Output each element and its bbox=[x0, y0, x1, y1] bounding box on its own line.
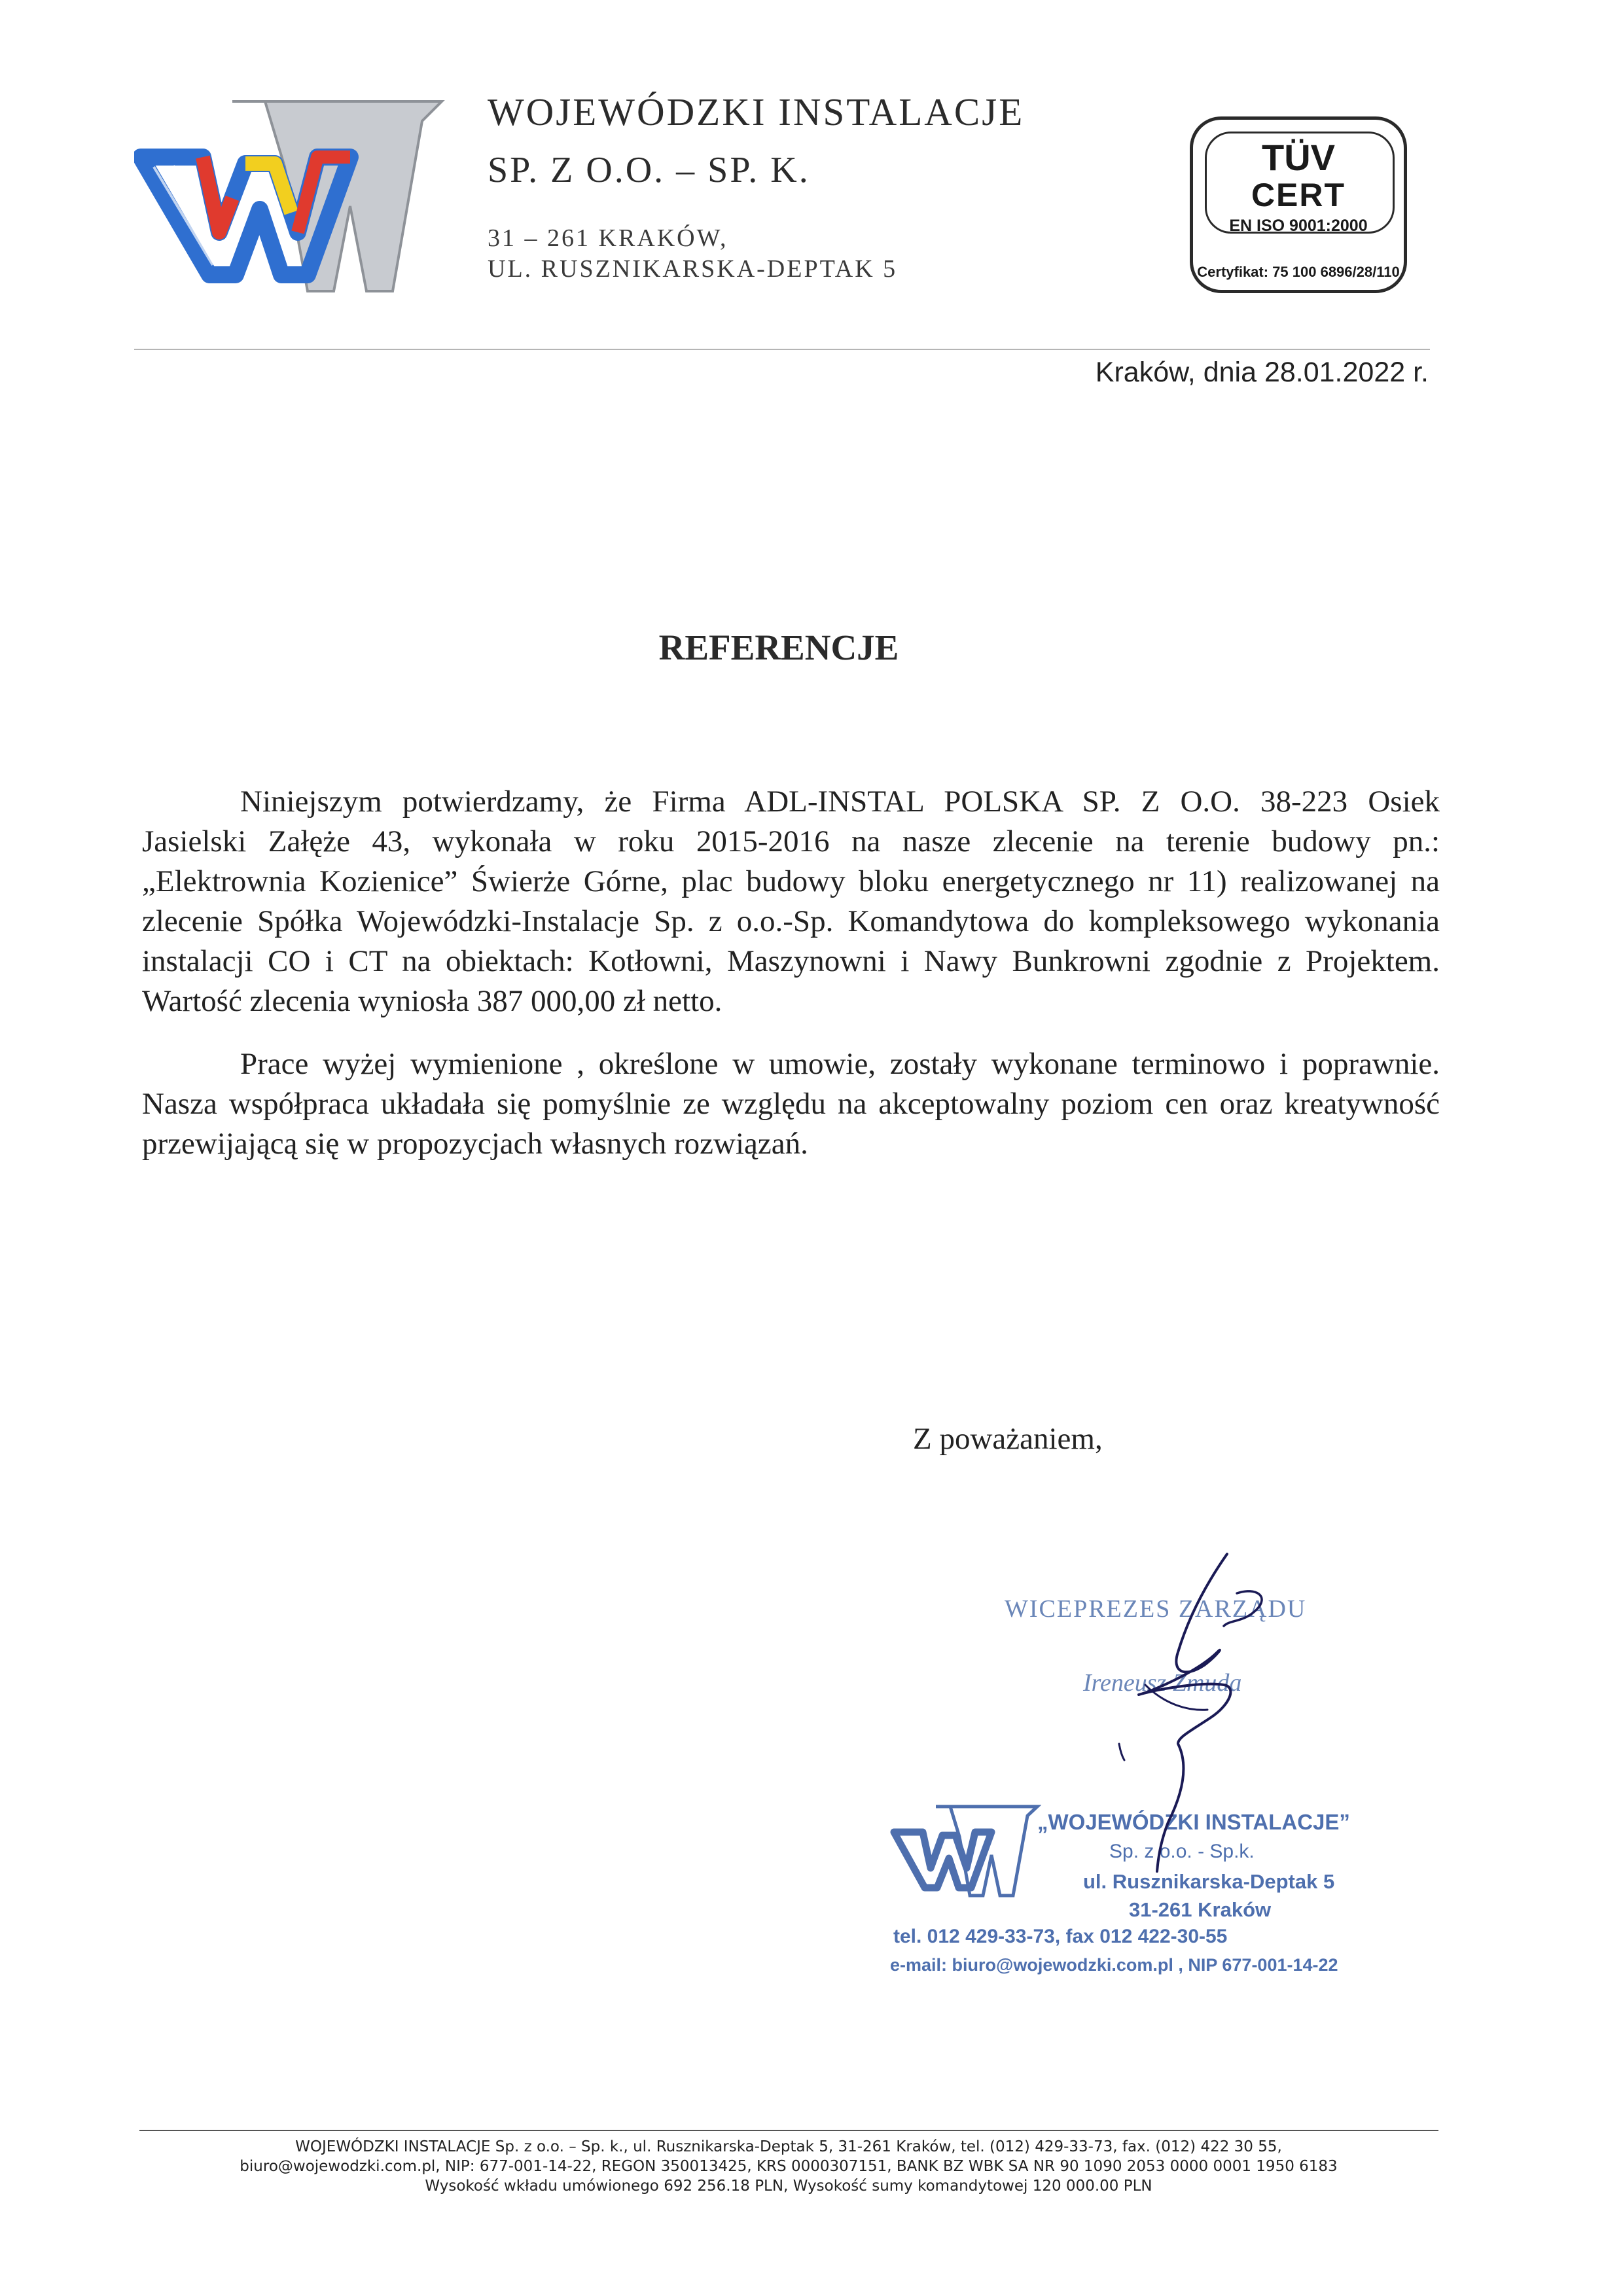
company-address-street: UL. RUSZNIKARSKA-DEPTAK 5 bbox=[488, 255, 898, 283]
closing-salutation: Z poważaniem, bbox=[913, 1422, 1103, 1456]
handwritten-signature bbox=[1047, 1547, 1302, 1875]
stamp-legal-form: Sp. z o.o. - Sp.k. bbox=[1109, 1841, 1255, 1862]
signatory-name: Ireneusz Zmuda bbox=[1083, 1669, 1242, 1697]
signatory-role: WICEPREZES ZARZĄDU bbox=[1005, 1595, 1307, 1623]
paragraph-line: Niniejszym potwierdzamy, że Firma ADL-INSTAL POLSKA SP. Z O.O. 38-223 Osiek bbox=[240, 785, 1440, 819]
footer-line-1: WOJEWÓDZKI INSTALACJE Sp. z o.o. – Sp. k., ul. Rusznikarska-Deptak 5, 31-261 Kraków, tel. (012) 429-33-73, fax. (012) 422 30 55, bbox=[295, 2138, 1282, 2155]
paragraph-line: „Elektrownia Kozienice” Świerże Górne, plac budowy bloku energetycznego nr 11) realizowanej na bbox=[142, 864, 1440, 898]
paragraph-line: przewijającą się w propozycjach własnych rozwiązań. bbox=[142, 1127, 808, 1161]
company-address-city: 31 – 261 KRAKÓW, bbox=[488, 224, 728, 252]
company-legal-form: SP. Z O.O. – SP. K. bbox=[488, 150, 810, 190]
stamp-logo bbox=[890, 1803, 1044, 1899]
tuv-mark: TÜV bbox=[1262, 137, 1335, 178]
stamp-street: ul. Rusznikarska-Deptak 5 bbox=[1083, 1870, 1335, 1893]
certificate-number: Certyfikat: 75 100 6896/28/110 bbox=[1197, 264, 1400, 280]
paragraph-evaluation bbox=[142, 1044, 1440, 1164]
cert-mark: CERT bbox=[1251, 177, 1346, 213]
stamp-phones: tel. 012 429-33-73, fax 012 422-30-55 bbox=[893, 1926, 1228, 1947]
paragraph-line: Prace wyżej wymienione , określone w umowie, zostały wykonane terminowo i poprawnie. bbox=[240, 1047, 1440, 1081]
paragraph-confirmation bbox=[142, 782, 1440, 1021]
paragraph-line: instalacji CO i CT na obiektach: Kotłowni, Maszynowni i Nawy Bunkrowni zgodnie z Projektem. bbox=[142, 944, 1440, 978]
iso-certificate-badge bbox=[1190, 116, 1407, 293]
stamp-email-nip: e-mail: biuro@wojewodzki.com.pl , NIP 677-001-14-22 bbox=[890, 1955, 1338, 1975]
document-title: REFERENCJE bbox=[658, 627, 899, 667]
paragraph-line: Jasielski Załęże 43, wykonała w roku 2015-2016 na nasze zlecenie na terenie budowy pn.: bbox=[142, 824, 1440, 858]
paragraph-line: Nasza współpraca układała się pomyślnie ze względu na akceptowalny poziom cen oraz kreatywność bbox=[142, 1087, 1440, 1121]
paragraph-line: zlecenie Spółka Wojewódzki-Instalacje Sp. z o.o.-Sp. Komandytowa do kompleksowego wykonania bbox=[142, 904, 1440, 938]
stamp-city: 31-261 Kraków bbox=[1129, 1898, 1272, 1921]
company-name: WOJEWÓDZKI INSTALACJE bbox=[488, 90, 1025, 133]
letter-date: Kraków, dnia 28.01.2022 r. bbox=[1095, 357, 1429, 388]
header-divider bbox=[134, 349, 1430, 350]
iso-standard: EN ISO 9001:2000 bbox=[1229, 217, 1368, 235]
stamp-company-name: „WOJEWÓDZKI INSTALACJE” bbox=[1037, 1810, 1350, 1834]
company-logo bbox=[134, 95, 461, 301]
footer-divider bbox=[139, 2130, 1438, 2131]
paragraph-line: Wartość zlecenia wyniosła 387 000,00 zł netto. bbox=[142, 984, 722, 1018]
footer-line-2: biuro@wojewodzki.com.pl, NIP: 677-001-14-22, REGON 350013425, KRS 0000307151, BANK BZ WBK SA NR 90 1090 2053 0000 0001 1950 6183 bbox=[240, 2158, 1338, 2175]
footer-line-3: Wysokość wkładu umówionego 692 256.18 PLN, Wysokość sumy komandytowej 120 000.00 PLN bbox=[425, 2178, 1152, 2195]
